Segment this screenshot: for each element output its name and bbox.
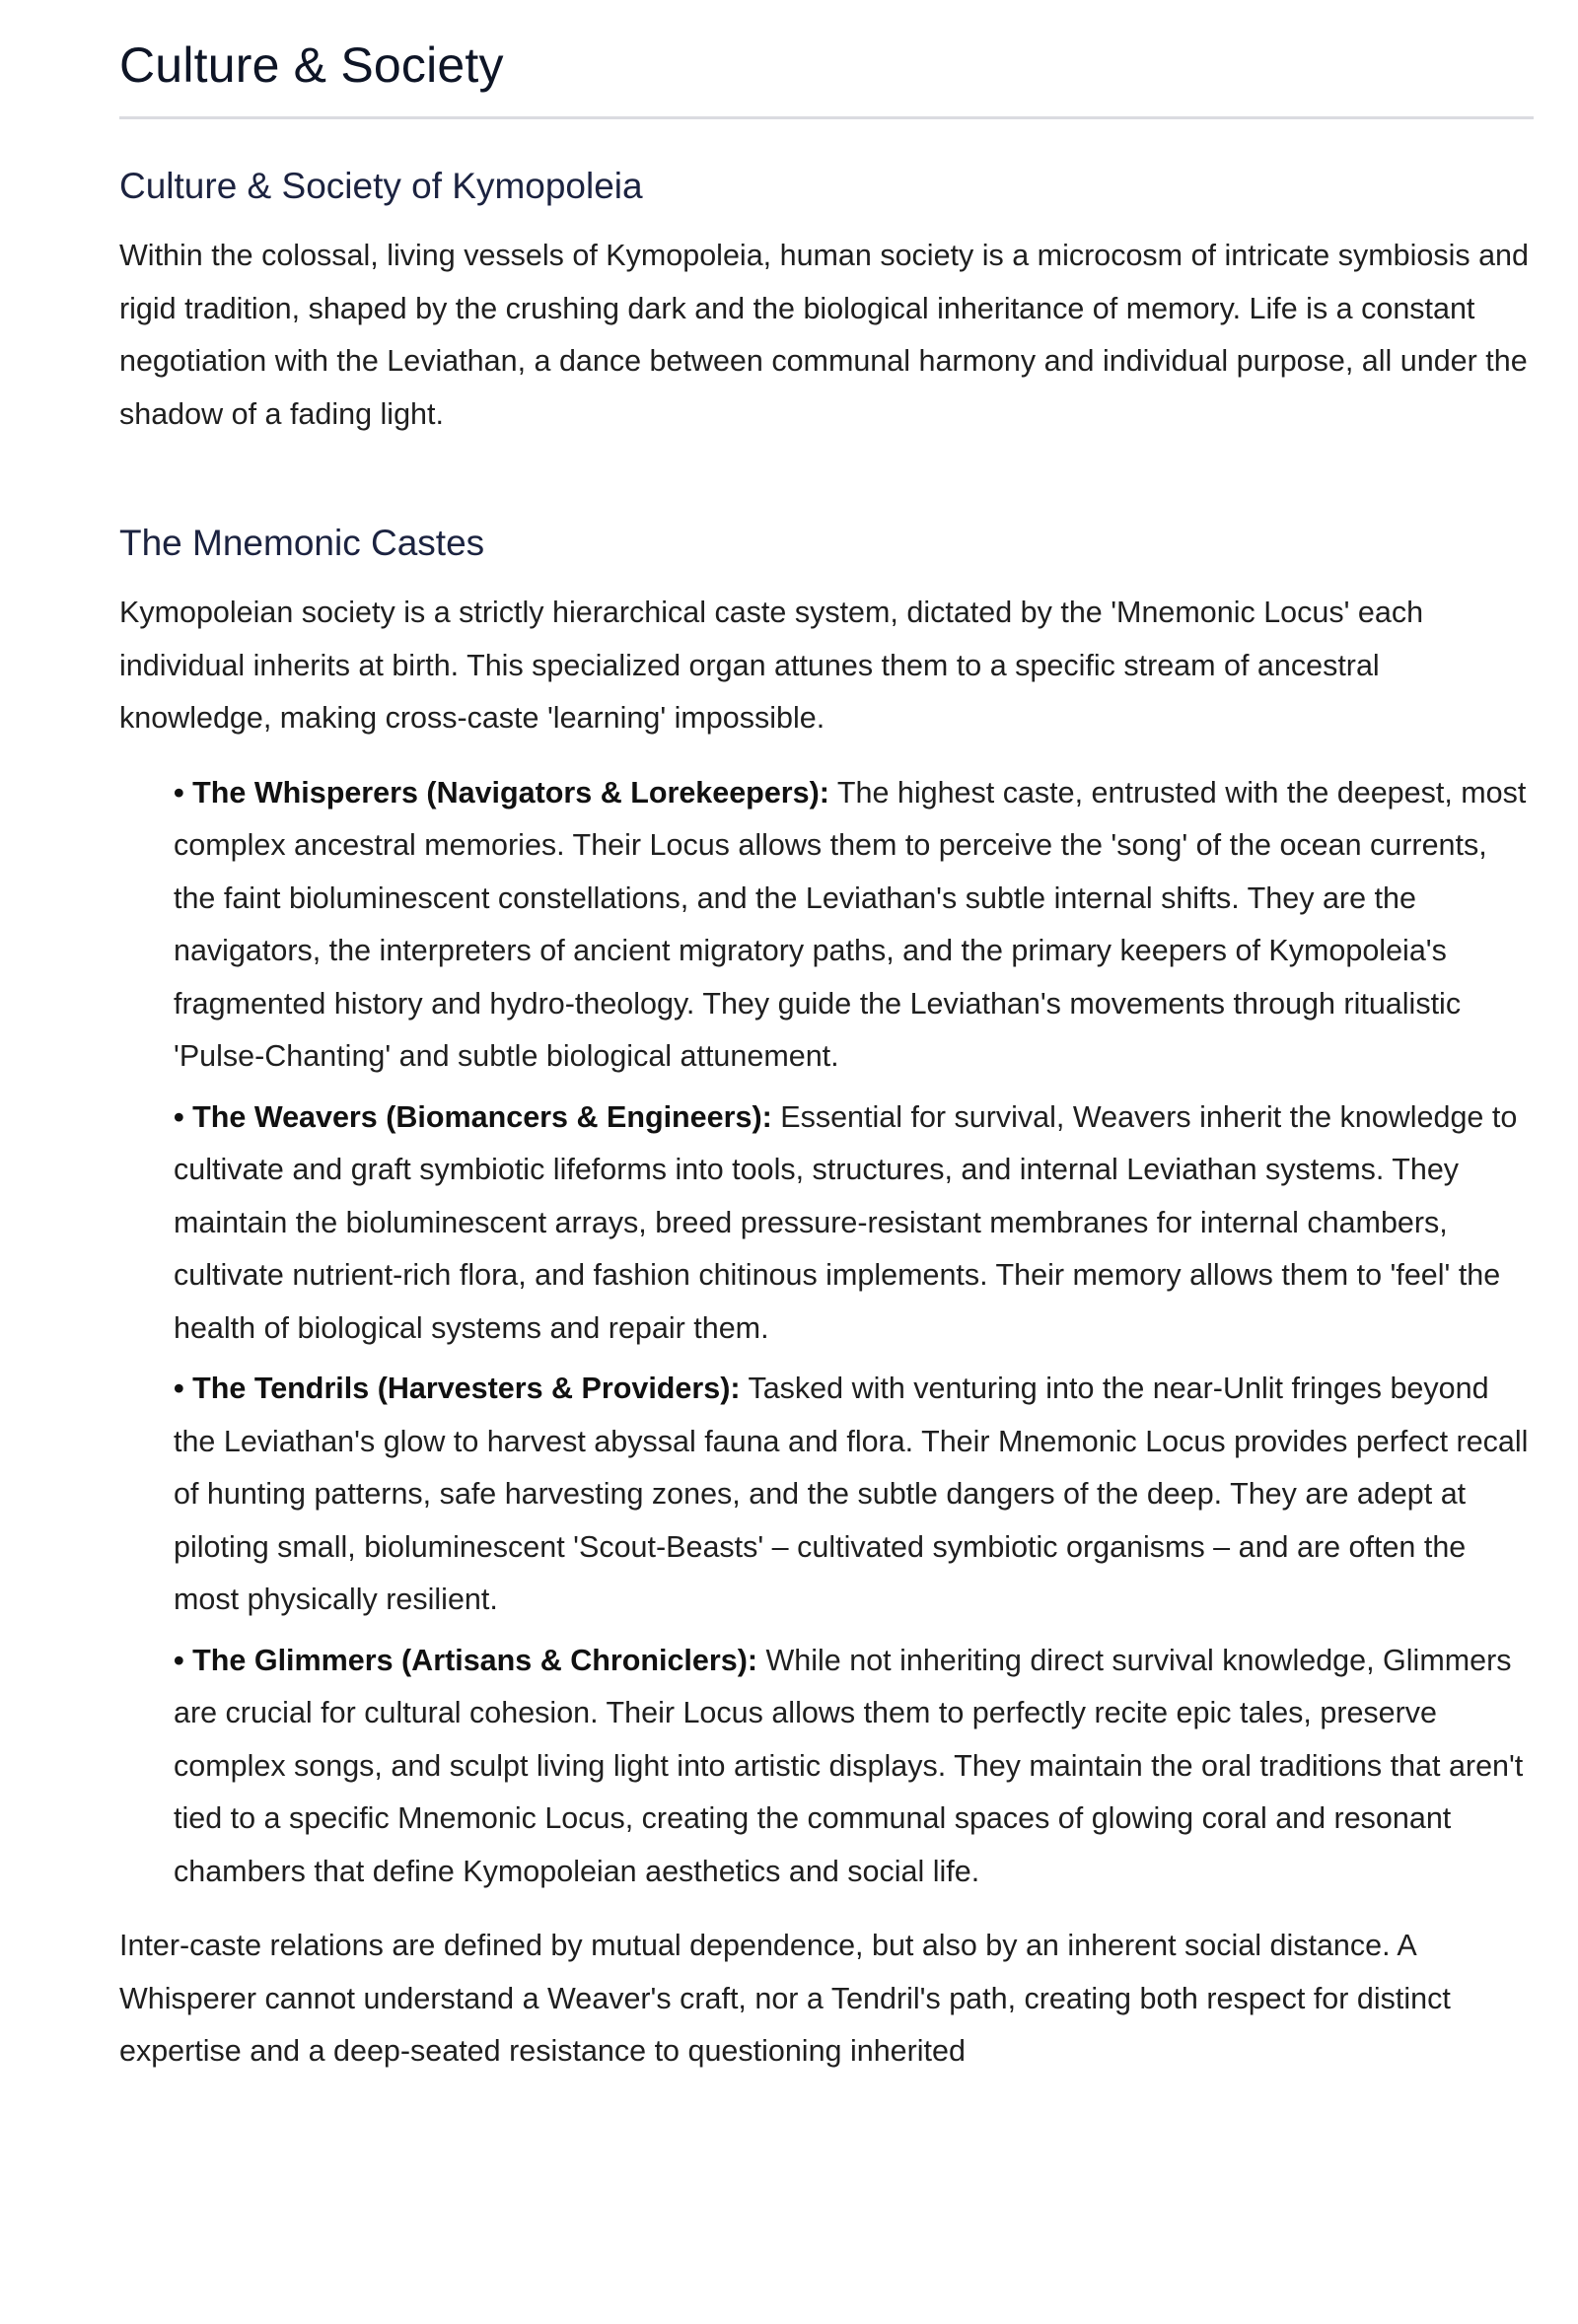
section-heading-mnemonic-castes: The Mnemonic Castes <box>119 523 485 563</box>
page-title: Culture & Society <box>119 37 504 93</box>
caste-list <box>119 767 1534 1899</box>
caste-name: • The Whisperers (Navigators & Lorekeepers): <box>174 775 829 810</box>
caste-name: • The Glimmers (Artisans & Chroniclers): <box>174 1643 758 1677</box>
caste-description: The highest caste, entrusted with the deepest, most complex ancestral memories. Their Locus allows them to perceive the 'song' of the ocean currents, the faint bioluminescent constellations, and the Leviathan's subtle internal shifts. They are the navigators, the interpreters of ancient migratory paths, and the primary keepers of Kymopoleia's fragmented history and hydro-theology. They guide the Leviathan's movements through ritualistic 'Pulse-Chanting' and subtle biological attunement. <box>174 775 1527 1073</box>
caste-description: Essential for survival, Weavers inherit the knowledge to cultivate and graft symbiotic lifeforms into tools, structures, and internal Leviathan systems. They maintain the bioluminescent arrays, breed pressure-resistant membranes for internal chambers, cultivate nutrient-rich flora, and fashion chitinous implements. Their memory allows them to 'feel' the health of biological systems and repair them. <box>174 1099 1518 1345</box>
caste-name: • The Tendrils (Harvesters & Providers): <box>174 1372 741 1405</box>
caste-name: • The Weavers (Biomancers & Engineers): <box>174 1099 772 1134</box>
title-divider <box>119 116 1534 119</box>
document-page <box>119 0 1534 2078</box>
caste-item-tendrils <box>174 1363 1534 1627</box>
intro-paragraph: Within the colossal, living vessels of Kymopoleia, human society is a microcosm of intricate symbiosis and rigid tradition, shaped by the crushing dark and the biological inheritance of memory. Life is a constant negotiation with the Leviathan, a dance between communal harmony and individual purpose, all under the shadow of a fading light. <box>119 239 1529 431</box>
inter-caste-paragraph: Inter-caste relations are defined by mutual dependence, but also by an inherent social distance. A Whisperer cannot understand a Weaver's craft, nor a Tendril's path, creating both respect for distinct expertise and a deep-seated resistance to questioning inherited <box>119 1929 1451 2068</box>
castes-intro-paragraph: Kymopoleian society is a strictly hierarchical caste system, dictated by the 'Mnemonic Locus' each individual inherits at birth. This specialized organ attunes them to a specific stream of ancestral knowledge, making cross-caste 'learning' impossible. <box>119 596 1424 735</box>
caste-item-weavers <box>174 1092 1534 1356</box>
caste-description: Tasked with venturing into the near-Unlit fringes beyond the Leviathan's glow to harvest abyssal fauna and flora. Their Mnemonic Locus provides perfect recall of hunting patterns, safe harvesting zones, and the subtle dangers of the deep. They are adept at piloting small, bioluminescent 'Scout-Beasts' – cultivated symbiotic organisms – and are often the most physically resilient. <box>174 1372 1529 1616</box>
section-heading-culture-society: Culture & Society of Kymopoleia <box>119 166 643 206</box>
caste-item-glimmers <box>174 1635 1534 1899</box>
caste-item-whisperers <box>174 767 1534 1084</box>
caste-description: While not inheriting direct survival knowledge, Glimmers are crucial for cultural cohesion. Their Locus allows them to perfectly recite epic tales, preserve complex songs, and sculpt living light into artistic displays. They maintain the oral traditions that aren't tied to a specific Mnemonic Locus, creating the communal spaces of glowing coral and resonant chambers that define Kymopoleian aesthetics and social life. <box>174 1643 1524 1888</box>
